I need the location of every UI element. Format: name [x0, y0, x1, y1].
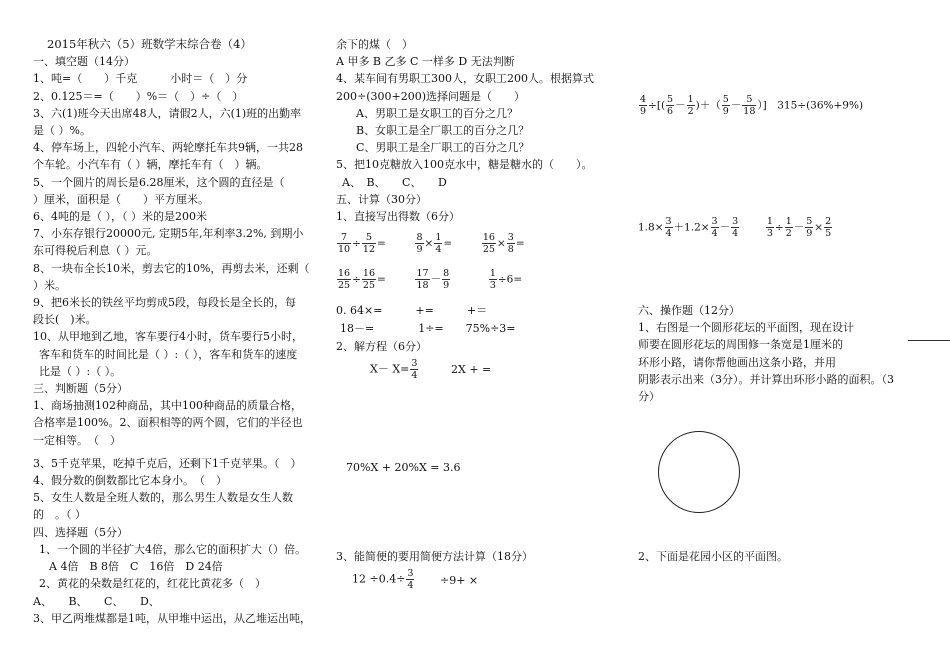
operation-1-line4: 阴影表示出来（3分）。并计算出环形小路的面积。（3	[638, 372, 894, 386]
calc-row-3: 0. 64×= += +＝	[336, 304, 488, 317]
operation-1-line3: 环形小路，请你帮他画出这条小路，并用	[638, 355, 836, 369]
judge-4: 4、假分数的倒数都比它本身小。 （ ）	[33, 474, 227, 488]
question-4-line2: 个车轮。小汽车有（ ）辆，摩托车有（ ）辆。	[33, 158, 268, 172]
section-judge-heading: 三、判断题（5分）	[33, 382, 128, 396]
fraction: $\frac{5}{9}$	[722, 94, 729, 117]
section-calc-heading: 五、计算（30分）	[336, 192, 427, 206]
fraction: $\frac{5}{12}$	[362, 232, 375, 255]
judge-5-line1: 5、女生人数是全班人数的，那么男生人数是女生人数	[33, 491, 293, 505]
judge-5-line2: 的 。（ ）	[33, 508, 86, 522]
edge-line	[908, 340, 950, 341]
question-6: 6、4吨的是（ ），（ ）米的是200米	[33, 210, 207, 224]
fraction: $\frac{4}{9}$	[640, 94, 647, 117]
fraction: $\frac{5}{18}$	[743, 94, 756, 117]
fraction: $\frac{8}{9}$	[443, 268, 450, 291]
question-2: 2、0.125＝=（ ）%＝（ ）÷（ ）	[33, 89, 244, 103]
section-operation-heading: 六、操作题（12分）	[638, 304, 740, 317]
fraction: $\frac{3}{4}$	[411, 358, 418, 381]
question-10-line1: 10、从甲地到乙地，客车要行4小时，货车要行5小时，	[33, 330, 303, 344]
simplify-heading: 3、能简便的要用简便方法计算（18分）	[336, 550, 533, 563]
fraction: $\frac{1}{3}$	[489, 268, 496, 291]
fraction: $\frac{1}{4}$	[435, 232, 442, 255]
choice-2: 2、黄花的朵数是红花的，红花比黄花多（ ）	[39, 577, 266, 591]
fraction: $\frac{1}{2}$	[687, 94, 694, 117]
question-1: 1、吨=（ ）千克 小时＝（ ）分	[33, 72, 248, 86]
fraction: $\frac{3}{8}$	[507, 232, 514, 255]
expression-2: 1.8× $\frac{3}{4}$ ＋1.2× $\frac{3}{4}$ － $\frac{3}{4}$ $\frac{1}{3}$ ÷ $\frac{1}{2}$ － $\frac{5}{9}$ × $\frac{2}{5}$	[638, 216, 832, 239]
fraction: $\frac{3}{4}$	[665, 216, 672, 239]
operation-1-line2: 师要在圆形花坛的周围修一条宽是1厘米的	[638, 338, 843, 352]
question-7-line1: 7、小东存银行20000元, 定期5年,年利率3.2%, 到期小	[33, 227, 304, 241]
choice-4-line1: 4、某车间有男职工300人，女职工200人。根据算式	[336, 72, 594, 86]
choice-3-line1: 3、甲乙两堆煤都是1吨，从甲堆中运出，从乙堆运出吨，	[33, 611, 311, 625]
equation-1: X－ X= $\frac{3}{4}$	[370, 358, 418, 381]
judge-1-line2: 合格率是100%。2、面积相等的两个圆，它们的半径也	[33, 416, 303, 430]
direct-calc-heading: 1、直接写出得数（6分）	[336, 210, 460, 224]
fraction: $\frac{1}{3}$	[766, 216, 773, 239]
fraction: $\frac{5}{9}$	[806, 216, 813, 239]
left-column	[33, 36, 318, 627]
fraction: $\frac{2}{5}$	[825, 216, 832, 239]
page-title: 2015年秋六（5）班数学末综合卷（4）	[47, 37, 252, 51]
question-9-line2: 段长( )米。	[33, 313, 97, 327]
question-10-line3: 比是（ ）:（ ）。	[39, 364, 122, 378]
fraction: $\frac{3}{4}$	[732, 216, 739, 239]
choice-5-options: A、 B、 C、 D	[342, 175, 447, 189]
operation-1-line1: 1、右图是一个圆形花坛的平面图，现在设计	[638, 321, 854, 335]
choice-3-line2: 余下的煤（ ）	[336, 38, 413, 51]
choice-2-options: A、 B、 C、 D、	[33, 594, 160, 608]
calc-row-4: 18－= 1÷= 75%÷3=	[340, 322, 516, 335]
equation-heading: 2、解方程（6分）	[336, 340, 427, 353]
operation-1-line5: 分）	[638, 390, 660, 404]
choice-4-option-a: A、男职工是女职工的百分之几？	[356, 106, 518, 120]
judge-3: 3、5千克苹果，吃掉千克后，还剩下1千克苹果。（ ）	[33, 456, 302, 470]
fraction: $\frac{16}{25}$	[362, 268, 375, 291]
question-5-line1: 5、一个圆片的周长是6.28厘米，这个圆的直径是（	[33, 175, 285, 189]
choice-1-options: A 4倍 B 8倍 C 16倍 D 24倍	[49, 560, 223, 574]
question-5-line2: ）厘米，面积是（ ）平方厘米。	[33, 192, 209, 206]
calc-row-1: $\frac{7}{10}$ ÷ $\frac{5}{12}$ = $\frac{8}{9}$ × $\frac{1}{4}$ = $\frac{16}{25}$ × $\frac{3}{8}$ =	[338, 232, 525, 255]
choice-5: 5、把10克糖放入100克水中，糖是糖水的（ ）。	[336, 158, 593, 172]
operation-2: 2、下面是花园小区的平面图。	[638, 550, 788, 563]
equation-2: 2X + =	[451, 363, 492, 376]
fraction: $\frac{5}{6}$	[667, 94, 674, 117]
judge-1-line1: 1、商场抽测102种商品，其中100种商品的质量合格，	[33, 399, 302, 413]
simplify-2: ÷9+ ×	[440, 574, 479, 587]
section-choice-heading: 四、选择题（5分）	[33, 525, 128, 539]
simplify-1: 12 ÷0.4÷ $\frac{3}{4}$	[352, 568, 414, 591]
question-10-line2: 客车和货车的时间比是（ ）:（ ），客车和货车的速度	[39, 347, 298, 361]
question-7-line2: 东可得税后利息（ ）元。	[33, 244, 158, 258]
expression-1: $\frac{4}{9}$ ÷[( $\frac{5}{6}$ － $\frac{1}{2}$ )＋（ $\frac{5}{9}$ － $\frac{5}{18}$ ）] 315÷(36%+9%)	[640, 94, 864, 117]
question-3-line1: 3、六(1)班今天出席48人，请假2人，六(1)班的出勤率	[33, 106, 302, 120]
choice-3-options: A 甲多 B 乙多 C 一样多 D 无法判断	[336, 55, 515, 69]
fraction: $\frac{3}{4}$	[407, 568, 414, 591]
question-8-line1: 8、一块布全长10米，剪去它的10%，再剪去米，还剩（	[33, 261, 310, 275]
fraction: $\frac{17}{18}$	[416, 268, 429, 291]
middle-column	[336, 36, 621, 225]
question-3-line2: 是（ ）%。	[33, 124, 91, 138]
choice-4-line2: 200÷(300+200)选择问题是（ ）	[336, 89, 526, 103]
judge-1-line3: 一定相等。 （ ）	[33, 433, 121, 447]
question-4-line1: 4、停车场上，四轮小汽车、两轮摩托车共9辆，一共28	[33, 141, 303, 155]
fraction: $\frac{3}{4}$	[711, 216, 718, 239]
fraction: $\frac{8}{9}$	[416, 232, 423, 255]
fraction: $\frac{16}{25}$	[482, 232, 495, 255]
question-9-line1: 9、把6米长的铁丝平均剪成5段，每段长是全长的，每	[33, 296, 296, 310]
flower-bed-circle	[658, 431, 740, 513]
fraction: $\frac{16}{25}$	[338, 268, 351, 291]
choice-4-option-b: B、女职工是全厂职工的百分之几？	[356, 124, 530, 138]
section-fill-heading: 一、填空题（14分）	[33, 55, 135, 69]
fraction: $\frac{1}{2}$	[785, 216, 792, 239]
equation-3: 70%X + 20%X = 3.6	[346, 461, 461, 474]
choice-4-option-c: C、男职工是全厂职工的百分之几？	[356, 141, 530, 155]
right-column	[638, 302, 900, 405]
choice-1: 1、一个圆的半径扩大4倍，那么它的面积扩大（）倍。	[39, 542, 306, 556]
fraction: $\frac{7}{10}$	[338, 232, 351, 255]
question-8-line2: ）米。	[33, 278, 66, 292]
calc-row-2: $\frac{16}{25}$ ÷ $\frac{16}{25}$ = $\frac{17}{18}$ － $\frac{8}{9}$ $\frac{1}{3}$ ÷6=	[338, 268, 523, 291]
